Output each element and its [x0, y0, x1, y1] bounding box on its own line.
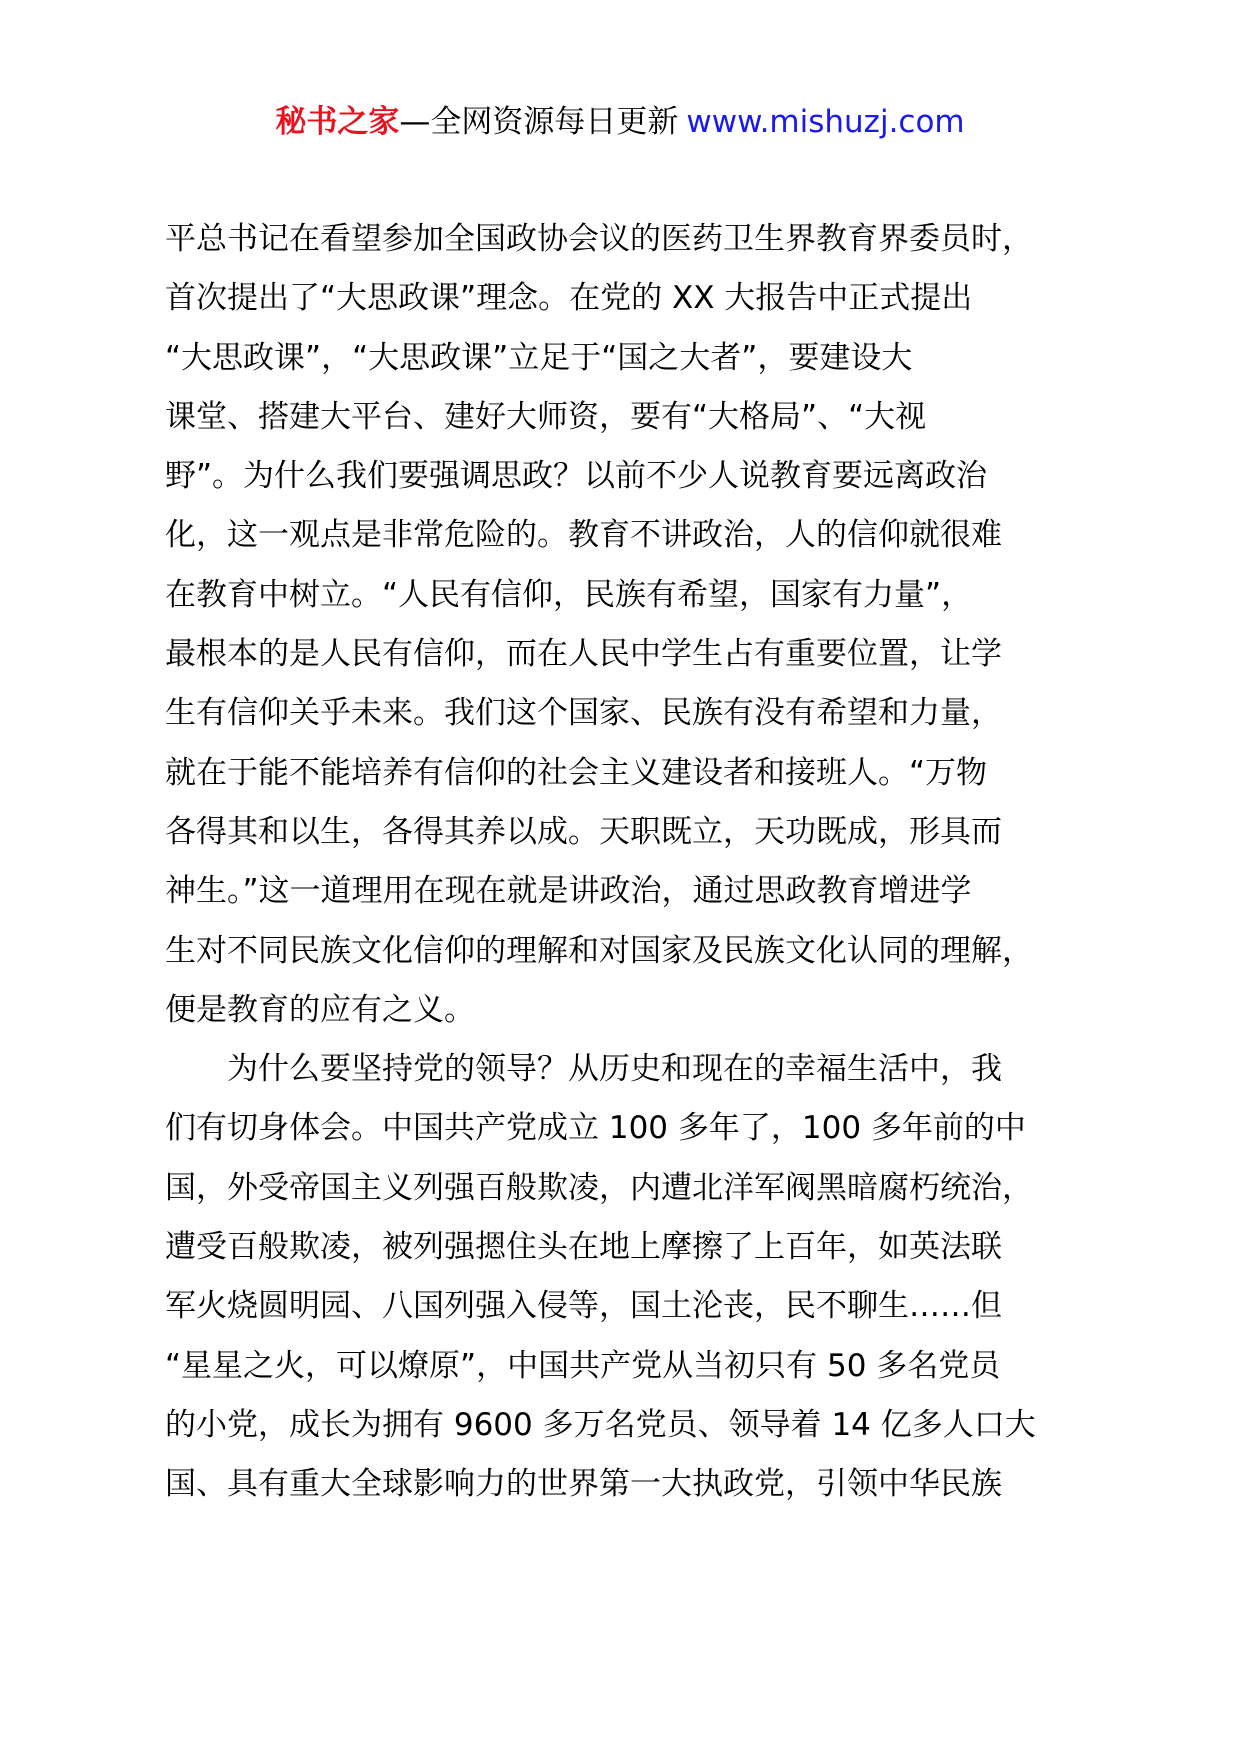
body-line: 化，这一观点是非常危险的。教育不讲政治，人的信仰就很难	[165, 517, 1002, 554]
body-line: 最根本的是人民有信仰，而在人民中学生占有重要位置，让学	[165, 636, 1002, 673]
body-line: 的小党，成长为拥有 9600 多万名党员、领导着 14 亿多人口大	[165, 1406, 1036, 1443]
body-line: 国，外受帝国主义列强百般欺凌，内遭北洋军阀黑暗腐朽统治，	[165, 1169, 1033, 1206]
body-line: 就在于能不能培养有信仰的社会主义建设者和接班人。“万物	[165, 754, 988, 791]
body-line: 遭受百般欺凌，被列强摁住头在地上摩擦了上百年，如英法联	[165, 1229, 1002, 1266]
body-line: “大思政课”，“大思政课”立足于“国之大者”，要建设大	[165, 339, 913, 376]
body-line: 各得其和以生，各得其养以成。天职既立，天功既成，形具而	[165, 813, 1002, 850]
document-body	[165, 210, 1125, 1515]
body-line: 生有信仰关乎未来。我们这个国家、民族有没有希望和力量，	[165, 695, 1002, 732]
body-line: 在教育中树立。“人民有信仰，民族有希望，国家有力量”，	[165, 576, 973, 613]
body-line: 野”。为什么我们要强调思政？以前不少人说教育要远离政治	[165, 458, 988, 495]
body-line: 们有切身体会。中国共产党成立 100 多年了，100 多年前的中	[165, 1110, 1026, 1147]
body-line: 神生。”这一道理用在现在就是讲政治，通过思政教育增进学	[165, 873, 972, 910]
body-line: 课堂、搭建大平台、建好大师资，要有“大格局”、“大视	[165, 398, 927, 435]
site-slogan: —全网资源每日更新	[399, 104, 679, 140]
body-line: 便是教育的应有之义。	[165, 991, 475, 1028]
body-line: “星星之火，可以燎原”，中国共产党从当初只有 50 多名党员	[165, 1347, 1001, 1384]
body-line: 平总书记在看望参加全国政协会议的医药卫生界教育界委员时，	[165, 221, 1033, 257]
body-line: 国、具有重大全球影响力的世界第一大执政党，引领中华民族	[165, 1466, 1002, 1503]
site-url-link[interactable]: www.mishuzj.com	[686, 104, 965, 140]
body-line: 首次提出了“大思政课”理念。在党的 XX 大报告中正式提出	[165, 280, 973, 317]
body-line: 生对不同民族文化信仰的理解和对国家及民族文化认同的理解，	[165, 932, 1033, 969]
body-line: 军火烧圆明园、八国列强入侵等，国土沦丧，民不聊生……但	[165, 1288, 1002, 1325]
site-brand: 秘书之家	[275, 104, 400, 140]
site-header	[0, 100, 1240, 144]
body-line: 为什么要坚持党的领导？从历史和现在的幸福生活中，我	[165, 1051, 1002, 1088]
